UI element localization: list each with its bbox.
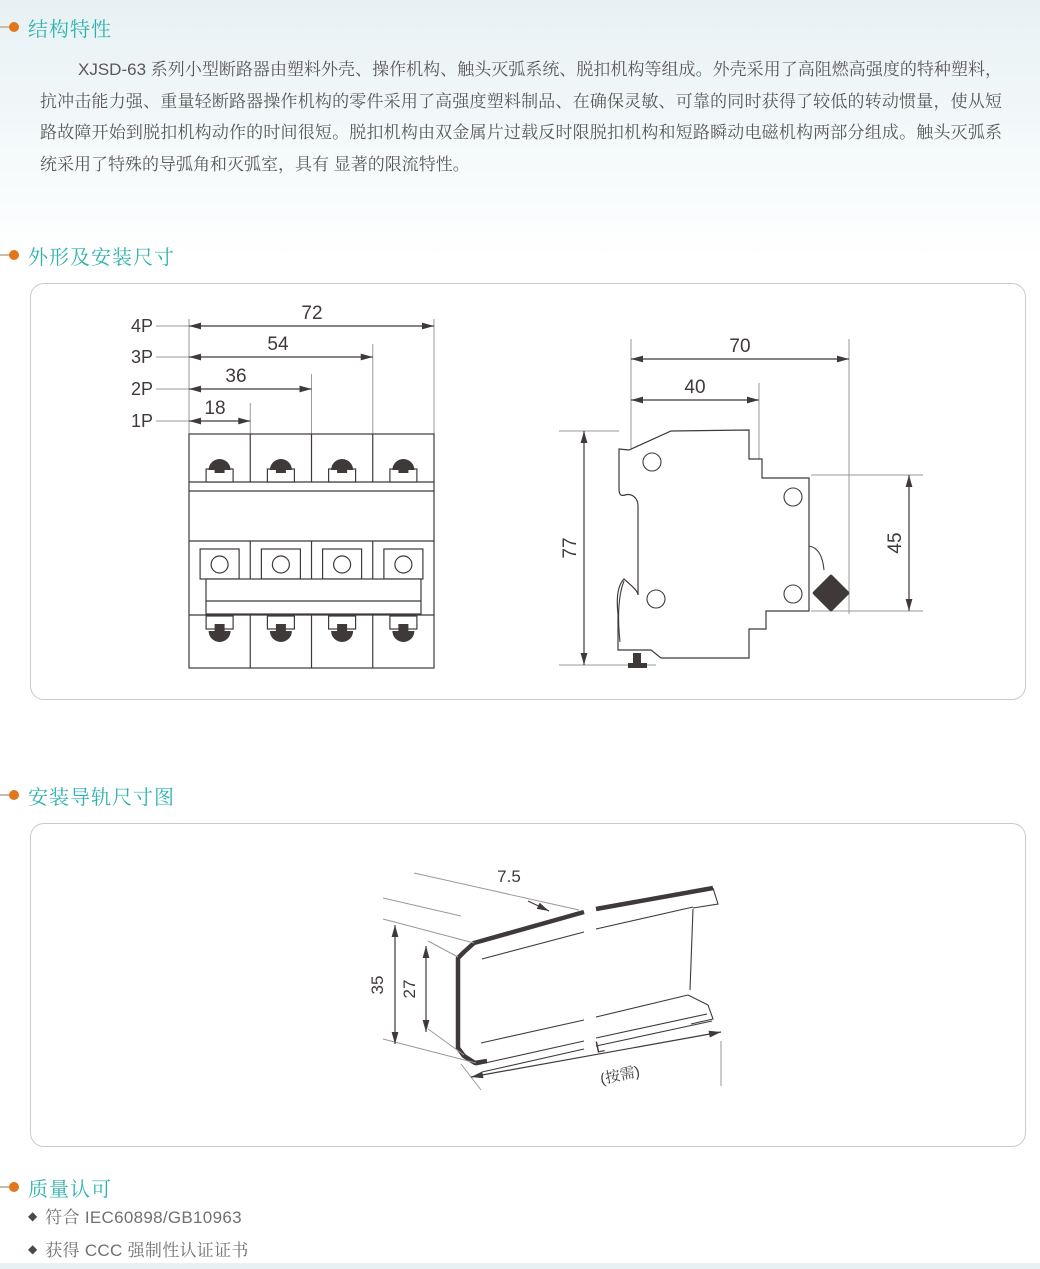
section-title: 安装导轨尺寸图: [28, 786, 175, 809]
list-item: [28, 1236, 249, 1261]
diamond-bullet-icon: ◆: [28, 1208, 38, 1223]
dim-label-18: 18: [204, 398, 226, 419]
header-dot-icon: [9, 790, 19, 800]
dim-label-7-5: 7.5: [497, 867, 521, 886]
side-view-drawing: [559, 336, 923, 668]
toggle-handle-side: [812, 574, 850, 612]
pole-label-3p: 3P: [130, 347, 154, 367]
dim-label-length-note: (按需): [598, 1063, 642, 1089]
rail-clip: [628, 653, 647, 668]
section-header-quality: [0, 1175, 112, 1199]
header-dot-icon: [9, 22, 19, 32]
pole-label-4p: 4P: [130, 316, 154, 336]
certification-list: [28, 1203, 249, 1269]
certification-text: 符合 IEC60898/GB10963: [45, 1208, 242, 1227]
section-header-structure: [0, 15, 112, 39]
dim-label-35: 35: [368, 975, 387, 995]
rail-drawing: [31, 824, 1027, 1146]
section-title: 结构特性: [28, 18, 112, 41]
outline-dimensions-drawing: [31, 284, 1027, 699]
rail-dimensions-panel: [30, 823, 1026, 1147]
section-header-outline-dimensions: [0, 243, 175, 267]
outline-dimensions-panel: [30, 283, 1026, 700]
din-rail-isometric: [368, 867, 721, 1090]
front-view-drawing: [131, 303, 434, 668]
dim-label-72: 72: [301, 303, 323, 324]
structure-paragraph: XJSD-63 系列小型断路器由塑料外壳、操作机构、触头灭弧系统、脱扣机构等组成。外壳采用了高阻燃高强度的特种塑料，抗冲击能力强、重量轻断路器操作机构的零件采用了高强度塑料制品、在确保灵敏、可靠的同时获得了较低的转动惯量，使从短路故障开始到脱扣机构动作的时间很短。脱扣机构由双金属片过载反时限脱扣机构和短路瞬动电磁机构两部分组成。触头灭弧系统采用了特殊的导弧角和灭弧室，具有 显著的限流特性。: [40, 60, 1002, 174]
certification-text: 获得 CCC 强制性认证证书: [45, 1241, 249, 1260]
pole-label-2p: 2P: [130, 379, 154, 399]
dim-label-54: 54: [267, 334, 289, 355]
section-header-rail-dimensions: [0, 783, 175, 807]
dim-label-45: 45: [885, 532, 906, 554]
handle-tie-bar: [206, 579, 421, 614]
dim-label-77: 77: [560, 537, 581, 559]
toggle-arc: [809, 546, 824, 570]
dim-label-27: 27: [400, 979, 419, 999]
diamond-bullet-icon: ◆: [28, 1241, 38, 1256]
dim-label-70: 70: [729, 336, 751, 357]
pole-label-1p: 1P: [130, 411, 154, 431]
section-title: 质量认可: [28, 1178, 112, 1201]
header-dot-icon: [9, 250, 19, 260]
list-item: [28, 1203, 249, 1228]
dim-label-length: L: [593, 1038, 607, 1057]
section-title: 外形及安装尺寸: [28, 246, 175, 269]
header-dot-icon: [9, 1182, 19, 1192]
dim-label-40: 40: [684, 377, 706, 398]
dim-label-36: 36: [225, 366, 247, 387]
